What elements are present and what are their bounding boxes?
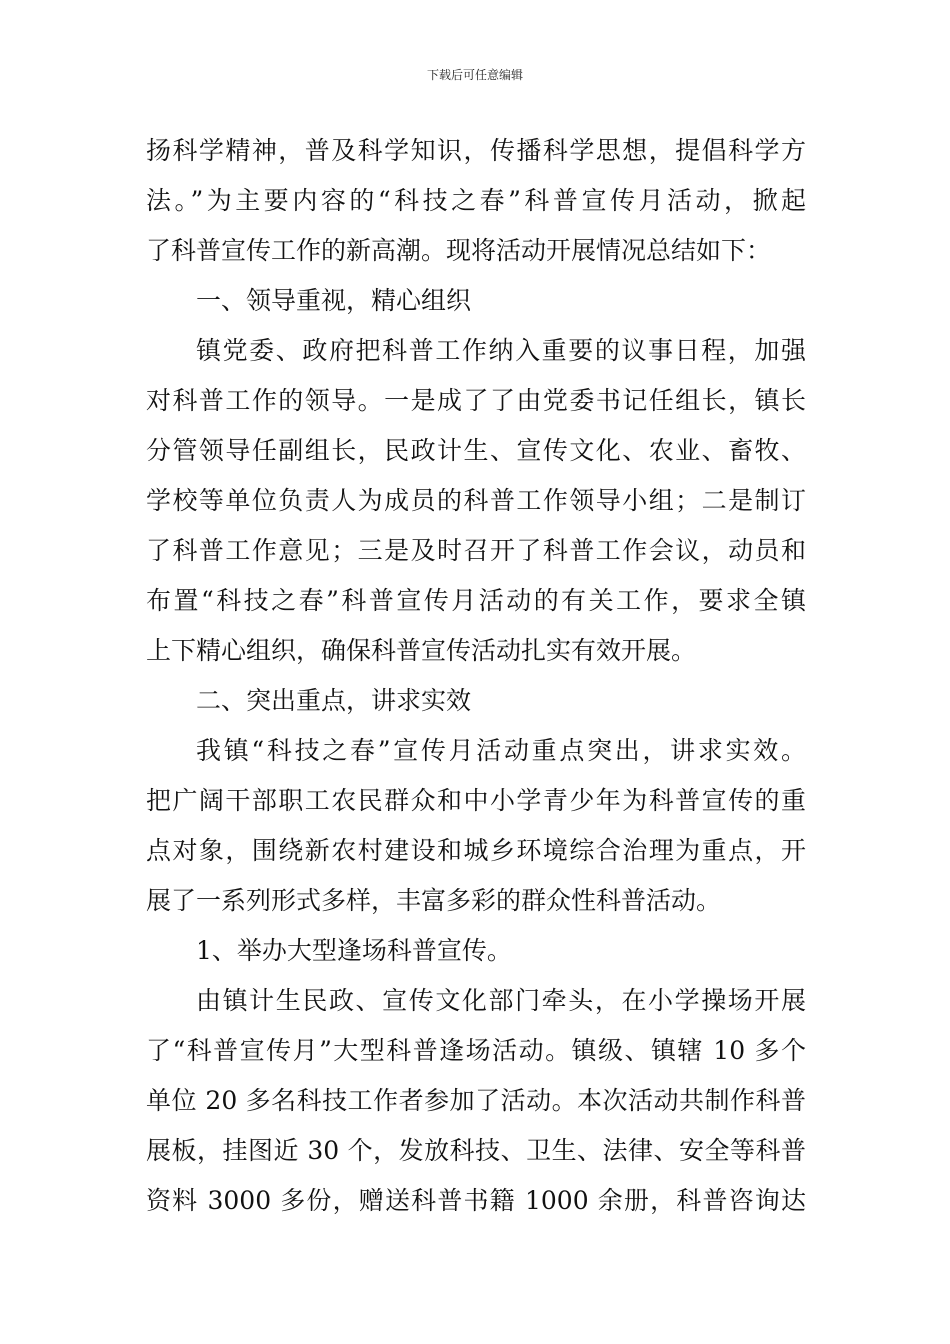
text-line: 了科普宣传工作的新高潮。现将活动开展情况总结如下： (146, 236, 772, 265)
text-line: 展板，挂图近 30 个，发放科技、卫生、法律、安全等科普 (146, 1136, 806, 1165)
text-line: 单位 20 多名科技工作者参加了活动。本次活动共制作科普 (146, 1086, 806, 1115)
text-line: 扬科学精神，普及科学知识，传播科学思想，提倡科学方 (146, 136, 806, 165)
text-line: 点对象，围绕新农村建设和城乡环境综合治理为重点，开 (146, 836, 806, 865)
text-line: 一、领导重视，精心组织 (196, 286, 472, 315)
text-line: 对科普工作的领导。一是成了了由党委书记任组长，镇长 (146, 386, 806, 415)
text-line: 上下精心组织，确保科普宣传活动扎实有效开展。 (146, 636, 697, 665)
text-line: 法。”为主要内容的“科技之春”科普宣传月活动，掀起 (146, 186, 806, 215)
text-line: 分管领导任副组长，民政计生、宣传文化、农业、畜牧、 (146, 436, 806, 465)
page-header-note: 下载后可任意编辑 (426, 68, 523, 82)
text-line: 镇党委、政府把科普工作纳入重要的议事日程，加强 (196, 336, 806, 365)
text-line: 布置“科技之春”科普宣传月活动的有关工作，要求全镇 (146, 586, 806, 615)
text-line: 资料 3000 多份，赠送科普书籍 1000 余册，科普咨询达 (146, 1186, 806, 1215)
text-line: 了“科普宣传月”大型科普逢场活动。镇级、镇辖 10 多个 (146, 1036, 806, 1065)
text-line: 展了一系列形式多样，丰富多彩的群众性科普活动。 (146, 886, 722, 915)
text-line: 把广阔干部职工农民群众和中小学青少年为科普宣传的重 (146, 786, 806, 815)
text-line: 我镇“科技之春”宣传月活动重点突出，讲求实效。 (196, 736, 806, 765)
text-line: 1、举办大型逢场科普宣传。 (196, 936, 512, 965)
text-line: 由镇计生民政、宣传文化部门牵头，在小学操场开展 (196, 986, 806, 1015)
text-line: 二、突出重点，讲求实效 (196, 686, 472, 715)
document-body (146, 126, 806, 1226)
text-line: 了科普工作意见；三是及时召开了科普工作会议，动员和 (146, 536, 806, 565)
text-line: 学校等单位负责人为成员的科普工作领导小组；二是制订 (146, 486, 806, 515)
